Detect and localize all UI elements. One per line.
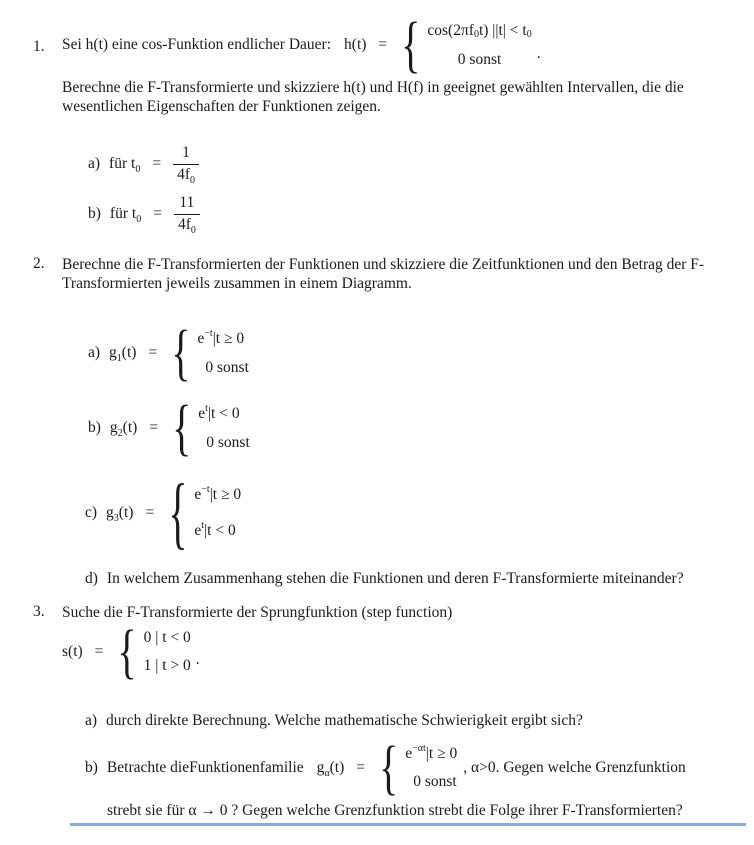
item-label: b) xyxy=(88,205,101,222)
left-brace: { xyxy=(172,392,192,463)
problem-3-item-b xyxy=(85,733,686,801)
equals-sign: = xyxy=(153,205,162,222)
case-row-2: e t |t < 0 xyxy=(194,520,236,539)
case-row-2: 0 sonst xyxy=(413,773,457,790)
fraction-numerator: 11 xyxy=(179,194,195,211)
exp-base: e xyxy=(194,486,202,503)
item-label: b) xyxy=(88,419,101,436)
equals-sign: = xyxy=(152,155,162,172)
sentence-period: . xyxy=(195,651,200,668)
item-pre-text: Betrachte dieFunktionenfamilie xyxy=(106,759,304,776)
fraction xyxy=(173,144,199,184)
item-label: a) xyxy=(88,344,101,361)
den-base: 4f xyxy=(177,216,191,233)
item-text: In welchem Zusammenhang stehen die Funktionen und deren F-Transformierte miteinander? xyxy=(106,570,684,587)
func-subscript: 2 xyxy=(117,428,123,439)
left-brace: { xyxy=(401,9,421,80)
problem-3-step-function xyxy=(62,617,200,685)
equals-sign: = xyxy=(148,344,158,361)
case-row-1: e t |t < 0 xyxy=(198,402,240,422)
case-condition: |t < 0 xyxy=(204,522,236,539)
case-row-2: 1 | t > 0 xyxy=(143,657,191,674)
left-brace: { xyxy=(117,617,137,685)
problem-3-item-b-continuation: strebt sie für α → 0 ? Gegen welche Grenzfunktion strebt die Folge ihrer F-Transformierten? xyxy=(107,802,683,819)
left-brace: { xyxy=(171,317,191,388)
abs-t-condition: t) ||t| < t xyxy=(478,21,527,39)
t0-base: für t xyxy=(109,205,137,222)
g3-function-lhs xyxy=(106,504,133,522)
left-brace: { xyxy=(379,733,399,801)
problem-1-body: Berechne die F-Transformierte und skizziere h(t) und H(f) in geeignet gewählten Intervallen, die die wesentlichen Eigenschaften der Funktionen zeigen. xyxy=(62,79,684,115)
t0-subscript: 0 xyxy=(135,164,141,175)
exp-base: e xyxy=(405,745,413,762)
item-label: a) xyxy=(88,155,101,172)
case-row-2: 0 sonst xyxy=(205,358,249,376)
problem-3-item-a xyxy=(85,712,583,730)
case-row-1: e −αt |t ≥ 0 xyxy=(405,743,458,762)
func-subscript: 1 xyxy=(116,353,122,364)
problem-1-item-a xyxy=(88,144,199,184)
item-label: d) xyxy=(85,570,98,587)
exp-base: e xyxy=(194,522,202,539)
t0-term xyxy=(109,155,140,173)
equals-sign: = xyxy=(378,36,388,53)
t0-subscript: 0 xyxy=(136,214,142,225)
condition-suffix-text: , α>0. Gegen welche Grenzfunktion xyxy=(463,759,686,776)
h-function-lhs: h(t) xyxy=(344,36,367,53)
case-row-1: 0 | t < 0 xyxy=(143,629,191,646)
problem-2-item-a xyxy=(88,317,249,388)
func-args: (t) xyxy=(122,419,138,436)
equals-sign: = xyxy=(94,643,104,660)
cases-column xyxy=(144,624,191,680)
case-condition: |t ≥ 0 xyxy=(209,486,242,503)
g2-function-lhs xyxy=(110,419,137,437)
func-letter: g xyxy=(106,504,114,521)
func-args: (t) xyxy=(121,344,137,361)
problem-1-number: 1. xyxy=(33,38,45,55)
g1-function-lhs xyxy=(109,344,136,362)
func-args: (t) xyxy=(329,759,345,776)
item-label: a) xyxy=(85,712,98,729)
cases-column xyxy=(198,399,250,457)
fraction-numerator: 1 xyxy=(182,144,190,161)
den-subscript: 0 xyxy=(189,175,195,186)
den-subscript: 0 xyxy=(190,225,196,236)
case-condition: |t ≥ 0 xyxy=(212,329,245,347)
case-row-2: 0 sonst xyxy=(206,433,250,451)
case-row-1: e −t |t ≥ 0 xyxy=(197,327,245,347)
s-function-lhs: s(t) xyxy=(62,643,83,660)
g-alpha-function-lhs xyxy=(317,759,345,777)
problem-1-definition-line xyxy=(62,9,541,80)
t0-term xyxy=(110,205,141,223)
exp-base: e xyxy=(198,404,206,422)
exp-base: e xyxy=(197,329,205,347)
case-condition: |t < 0 xyxy=(207,404,240,422)
cases-column xyxy=(405,740,457,796)
problem-1-item-b xyxy=(88,194,200,234)
item-label: c) xyxy=(85,504,98,521)
t0-base: für t xyxy=(109,155,136,172)
case-condition: |t ≥ 0 xyxy=(425,745,458,762)
problem-1-intro-text: Sei h(t) eine cos-Funktion endlicher Dauer: xyxy=(62,36,332,53)
fraction-denominator xyxy=(174,214,200,234)
problem-2-body: Berechne die F-Transformierten der Funktionen und skizziere die Zeitfunktionen und den Betrag der F-Transformierten jeweils zusammen in einem Diagramm. xyxy=(62,256,705,292)
problem-2-item-b xyxy=(88,392,250,463)
item-text: durch direkte Berechnung. Welche mathematische Schwierigkeit ergibt sich? xyxy=(106,712,583,729)
cases-column xyxy=(427,16,531,74)
fraction-denominator xyxy=(173,164,199,184)
cos-term: cos(2πf xyxy=(427,21,474,39)
sentence-period: . xyxy=(536,45,541,62)
func-letter: g xyxy=(109,344,117,361)
equals-sign: = xyxy=(145,504,155,521)
problem-3-body: Suche die F-Transformierte der Sprungfunktion (step function) xyxy=(62,604,453,621)
case-row-1: e −t |t ≥ 0 xyxy=(194,484,242,503)
case-row-1: cos(2πf 0 t) ||t| < t 0 xyxy=(427,21,532,40)
item-label: b) xyxy=(85,759,98,776)
cases-column xyxy=(194,477,241,549)
func-subscript: α xyxy=(324,768,330,779)
problem-2-item-c xyxy=(85,467,242,557)
den-base: 4f xyxy=(177,166,190,183)
problem-2-item-d xyxy=(85,570,684,588)
problem-2-number: 2. xyxy=(33,255,45,272)
func-letter: g xyxy=(109,419,118,436)
equals-sign: = xyxy=(149,419,159,436)
case-row-2: 0 sonst xyxy=(457,50,502,68)
left-brace: { xyxy=(168,467,188,557)
problem-3-number: 3. xyxy=(33,603,45,620)
equals-sign: = xyxy=(356,759,366,776)
fraction xyxy=(174,194,200,234)
func-letter: g xyxy=(316,759,325,776)
bottom-separator-line xyxy=(70,823,746,826)
func-args: (t) xyxy=(118,504,134,521)
func-subscript: 3 xyxy=(113,513,119,524)
cases-column xyxy=(197,324,249,382)
